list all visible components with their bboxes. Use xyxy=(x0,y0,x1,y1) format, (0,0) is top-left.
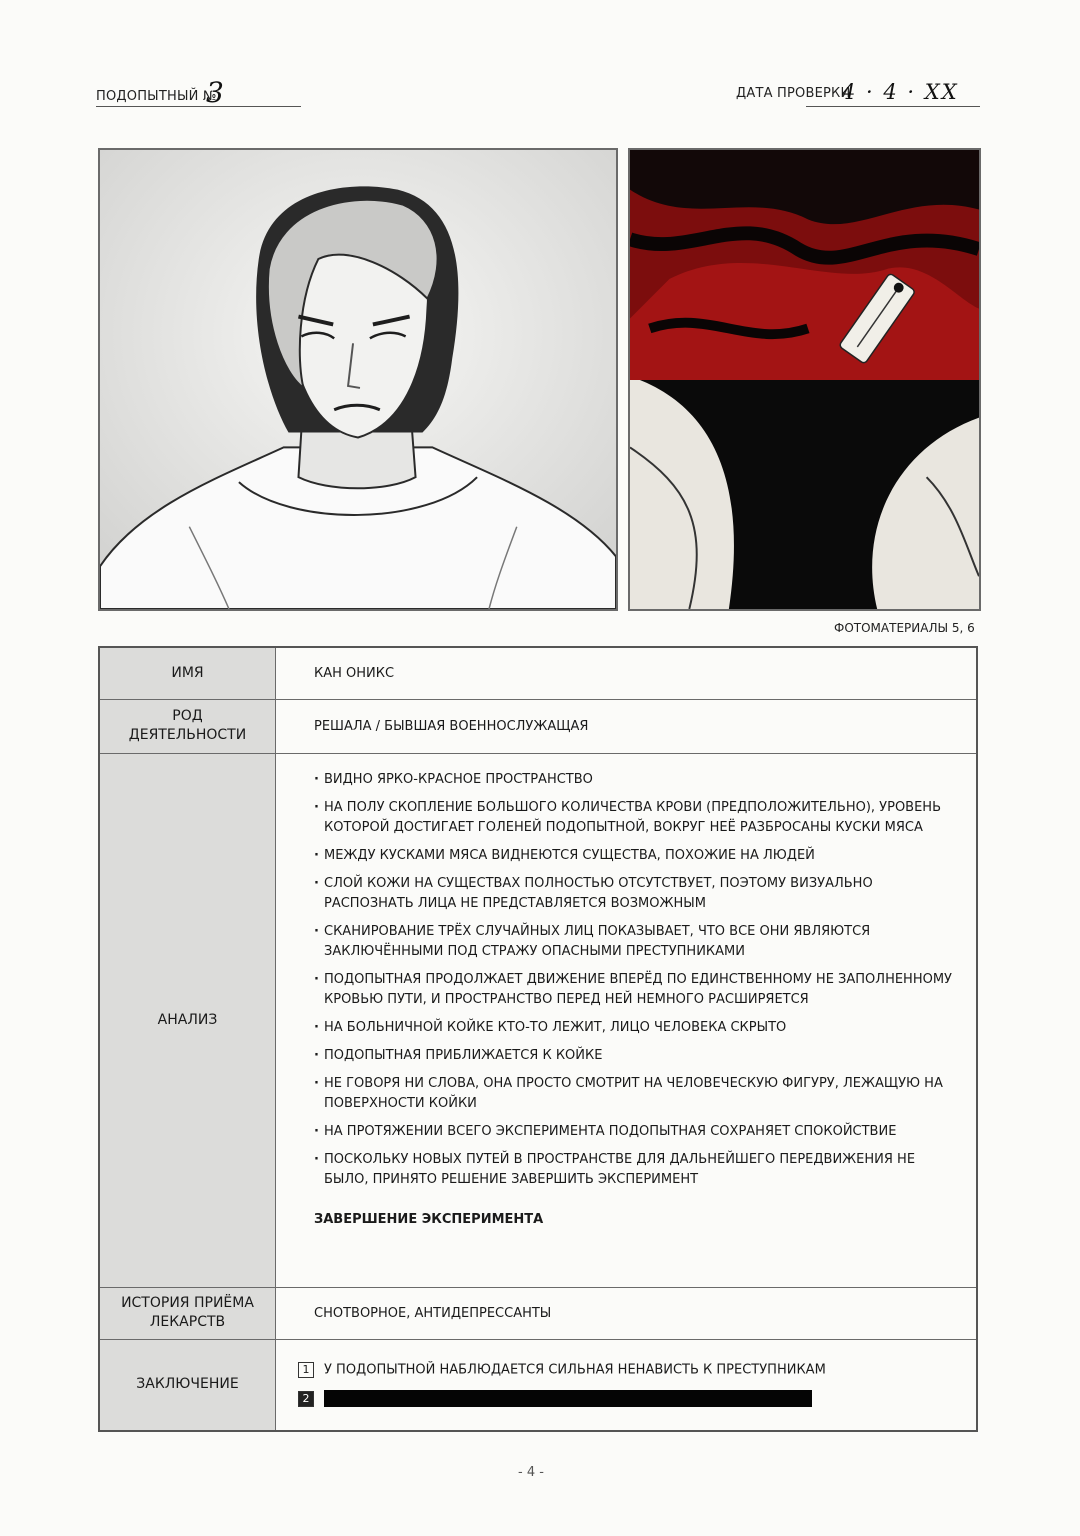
conclusion-item-1 xyxy=(298,1362,976,1378)
row-occupation xyxy=(99,699,977,753)
medication-label xyxy=(99,1287,276,1339)
medication-label-line2: ЛЕКАРСТВ xyxy=(149,1314,226,1330)
subject-number: 3 xyxy=(206,76,225,109)
analysis-item: · СКАНИРОВАНИЕ ТРЁХ СЛУЧАЙНЫХ ЛИЦ ПОКАЗЫВАЕТ, ЧТО ВСЕ ОНИ ЯВЛЯЮТСЯ ЗАКЛЮЧЁННЫМИ ПОД СТРАЖУ ОПАСНЫМИ ПРЕСТУПНИКАМИ xyxy=(314,922,962,962)
photos-caption: ФОТОМАТЕРИАЛЫ 5, 6 xyxy=(834,621,975,635)
row-conclusion xyxy=(99,1339,977,1431)
analysis-label: АНАЛИЗ xyxy=(99,753,276,1287)
name-label: ИМЯ xyxy=(99,647,276,699)
subject-underline xyxy=(96,106,301,107)
subject-label: ПОДОПЫТНЫЙ № xyxy=(96,89,217,104)
red-space-drawing xyxy=(630,150,979,609)
name-value: КАН ОНИКС xyxy=(276,647,978,699)
conclusion-text-1: У ПОДОПЫТНОЙ НАБЛЮДАЕТСЯ СИЛЬНАЯ НЕНАВИСТЬ К ПРЕСТУПНИКАМ xyxy=(324,1362,826,1378)
conclusion-label: ЗАКЛЮЧЕНИЕ xyxy=(99,1339,276,1431)
conclusion-value xyxy=(276,1339,978,1431)
analysis-item: · МЕЖДУ КУСКАМИ МЯСА ВИДНЕЮТСЯ СУЩЕСТВА, ПОХОЖИЕ НА ЛЮДЕЙ xyxy=(314,846,962,866)
occupation-label-line1: РОД xyxy=(172,708,203,724)
medication-value: СНОТВОРНОЕ, АНТИДЕПРЕССАНТЫ xyxy=(276,1287,978,1339)
analysis-end-note: ЗАВЕРШЕНИЕ ЭКСПЕРИМЕНТА xyxy=(314,1211,544,1227)
analysis-item: · НЕ ГОВОРЯ НИ СЛОВА, ОНА ПРОСТО СМОТРИТ НА ЧЕЛОВЕЧЕСКУЮ ФИГУРУ, ЛЕЖАЩУЮ НА ПОВЕРХНОСТИ КОЙКИ xyxy=(314,1074,962,1114)
analysis-item: · НА ПРОТЯЖЕНИИ ВСЕГО ЭКСПЕРИМЕНТА ПОДОПЫТНАЯ СОХРАНЯЕТ СПОКОЙСТВИЕ xyxy=(314,1122,962,1142)
occupation-value: РЕШАЛА / БЫВШАЯ ВОЕННОСЛУЖАЩАЯ xyxy=(276,699,978,753)
date-value: 4 · 4 · XX xyxy=(842,80,959,104)
photo-red-space xyxy=(628,148,981,611)
occupation-label xyxy=(99,699,276,753)
row-medication xyxy=(99,1287,977,1339)
analysis-item: · СЛОЙ КОЖИ НА СУЩЕСТВАХ ПОЛНОСТЬЮ ОТСУТСТВУЕТ, ПОЭТОМУ ВИЗУАЛЬНО РАСПОЗНАТЬ ЛИЦА НЕ ПРЕДСТАВЛЯЕТСЯ ВОЗМОЖНЫМ xyxy=(314,874,962,914)
portrait-drawing xyxy=(100,150,616,609)
subject-form-table xyxy=(98,646,978,1432)
photo-portrait xyxy=(98,148,618,611)
analysis-item: · ПОДОПЫТНАЯ ПРИБЛИЖАЕТСЯ К КОЙКЕ xyxy=(314,1046,962,1066)
row-analysis xyxy=(99,753,977,1287)
date-underline xyxy=(806,106,980,107)
date-label: ДАТА ПРОВЕРКИ xyxy=(736,86,851,101)
page-number: - 4 - xyxy=(518,1465,544,1480)
subject-field xyxy=(96,76,301,109)
conclusion-number-1: 1 xyxy=(298,1362,314,1378)
analysis-item: · ПОДОПЫТНАЯ ПРОДОЛЖАЕТ ДВИЖЕНИЕ ВПЕРЁД ПО ЕДИНСТВЕННОМУ НЕ ЗАПОЛНЕННОМУ КРОВЬЮ ПУТИ, И ПРОСТРАНСТВО ПЕРЕД НЕЙ НЕМНОГО РАСШИРЯЕТСЯ xyxy=(314,970,962,1010)
occupation-label-line2: ДЕЯТЕЛЬНОСТИ xyxy=(128,727,247,743)
date-field xyxy=(736,80,980,108)
analysis-item: · НА БОЛЬНИЧНОЙ КОЙКЕ КТО-ТО ЛЕЖИТ, ЛИЦО ЧЕЛОВЕКА СКРЫТО xyxy=(314,1018,962,1038)
redaction-bar xyxy=(324,1390,812,1407)
analysis-item: · ВИДНО ЯРКО-КРАСНОЕ ПРОСТРАНСТВО xyxy=(314,770,962,790)
analysis-item: · ПОСКОЛЬКУ НОВЫХ ПУТЕЙ В ПРОСТРАНСТВЕ ДЛЯ ДАЛЬНЕЙШЕГО ПЕРЕДВИЖЕНИЯ НЕ БЫЛО, ПРИНЯТО РЕШЕНИЕ ЗАВЕРШИТЬ ЭКСПЕРИМЕНТ xyxy=(314,1150,962,1190)
row-name xyxy=(99,647,977,699)
analysis-value xyxy=(276,753,978,1287)
analysis-item: · НА ПОЛУ СКОПЛЕНИЕ БОЛЬШОГО КОЛИЧЕСТВА КРОВИ (ПРЕДПОЛОЖИТЕЛЬНО), УРОВЕНЬ КОТОРОЙ ДОСТИГАЕТ ГОЛЕНЕЙ ПОДОПЫТНОЙ, ВОКРУГ НЕЁ РАЗБРОСАНЫ КУСКИ МЯСА xyxy=(314,798,962,838)
conclusion-item-2 xyxy=(298,1390,976,1407)
conclusion-number-2: 2 xyxy=(298,1391,314,1407)
medication-label-line1: ИСТОРИЯ ПРИЁМА xyxy=(121,1295,254,1311)
